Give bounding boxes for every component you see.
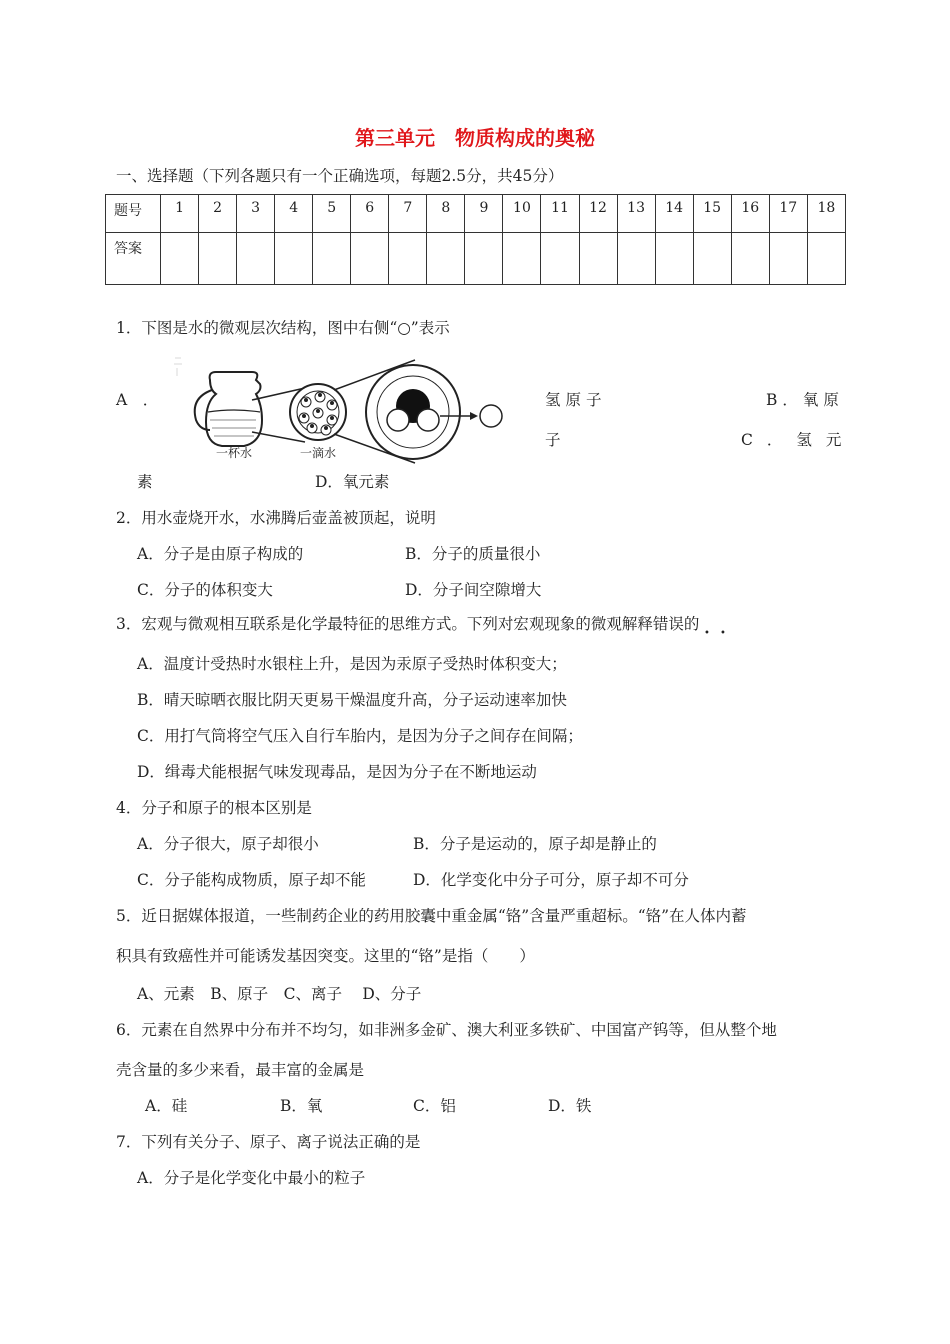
row-label-number: 题号 <box>106 195 161 233</box>
question-6-option-d: D．铁 <box>548 1097 592 1115</box>
question-number-cell: 10 <box>503 195 541 233</box>
question-1-option-c-cont: 素 <box>137 473 153 491</box>
answer-cell[interactable] <box>503 233 541 285</box>
answer-cell[interactable] <box>275 233 313 285</box>
question-5-options: A、元素 B、原子 C、离子 D、分子 <box>137 985 422 1003</box>
answer-cell[interactable] <box>769 233 807 285</box>
question-number-cell: 16 <box>731 195 769 233</box>
question-6-stem-line1: 6．元素在自然界中分布并不均匀，如非洲多金矿、澳大利亚多铁矿、中国富产钨等，但从整个地 <box>116 1021 777 1039</box>
answer-cell[interactable] <box>807 233 845 285</box>
answer-cell[interactable] <box>617 233 655 285</box>
question-1-option-b-cont: 子 <box>545 431 561 449</box>
question-6-option-a: A．硅 <box>145 1097 188 1115</box>
question-6-option-b: B．氧 <box>280 1097 323 1115</box>
water-molecule-icon <box>366 365 460 459</box>
answer-cell[interactable] <box>313 233 351 285</box>
row-label-answer: 答案 <box>106 233 161 285</box>
table-row-numbers <box>106 195 846 233</box>
answer-cell[interactable] <box>161 233 199 285</box>
page-title: 第三单元 物质构成的奥秘 <box>355 126 595 150</box>
answer-cell[interactable] <box>389 233 427 285</box>
question-number-cell: 8 <box>427 195 465 233</box>
question-1-option-c: C．氢元 <box>741 431 856 449</box>
section-heading: 一、选择题（下列各题只有一个正确选项，每题2.5分，共45分） <box>116 167 564 185</box>
emphasis-dot: • <box>720 628 726 639</box>
question-number-cell: 11 <box>541 195 579 233</box>
question-2-stem: 2．用水壶烧开水，水沸腾后壶盖被顶起，说明 <box>116 509 436 527</box>
question-2-option-b: B．分子的质量很小 <box>405 545 541 563</box>
question-4-option-c: C．分子能构成物质，原子却不能 <box>137 871 366 889</box>
question-4-option-d: D．化学变化中分子可分，原子却不可分 <box>413 871 689 889</box>
water-jug-icon <box>195 372 262 446</box>
answer-cell[interactable] <box>541 233 579 285</box>
zoom-line <box>252 432 305 442</box>
answer-cell[interactable] <box>465 233 503 285</box>
question-4-option-b: B．分子是运动的，原子却是静止的 <box>413 835 657 853</box>
scan-artifact <box>174 358 182 376</box>
emphasis-dot: • <box>704 628 710 639</box>
question-number-cell: 12 <box>579 195 617 233</box>
question-2-option-a: A．分子是由原子构成的 <box>137 545 304 563</box>
answer-cell[interactable] <box>351 233 389 285</box>
figure-label-cup: 一杯水 <box>216 446 253 460</box>
answer-cell[interactable] <box>693 233 731 285</box>
question-7-option-a: A．分子是化学变化中最小的粒子 <box>137 1169 366 1187</box>
question-number-cell: 6 <box>351 195 389 233</box>
question-2-option-d: D．分子间空隙增大 <box>405 581 542 599</box>
question-2-option-c: C．分子的体积变大 <box>137 581 273 599</box>
answer-cell[interactable] <box>237 233 275 285</box>
question-3-option-a: A．温度计受热时水银柱上升，是因为汞原子受热时体积变大； <box>137 655 567 673</box>
question-1-option-d: D．氧元素 <box>315 473 390 491</box>
question-1-option-a-prefix: A ． <box>116 391 159 409</box>
answer-table <box>105 194 846 285</box>
question-1-option-b: B．氧原 <box>766 391 844 409</box>
answer-cell[interactable] <box>731 233 769 285</box>
question-number-cell: 13 <box>617 195 655 233</box>
question-number-cell: 9 <box>465 195 503 233</box>
question-3-option-d: D．缉毒犬能根据气味发现毒品，是因为分子在不断地运动 <box>137 763 537 781</box>
answer-cell[interactable] <box>199 233 237 285</box>
answer-cell[interactable] <box>427 233 465 285</box>
question-number-cell: 7 <box>389 195 427 233</box>
water-drop-icon <box>290 384 346 440</box>
question-6-option-c: C．铝 <box>413 1097 456 1115</box>
atom-icon <box>480 405 502 427</box>
question-1-stem: 1．下图是水的微观层次结构，图中右侧“○”表示 <box>116 319 450 337</box>
question-3-stem: 3．宏观与微观相互联系是化学最特征的思维方式。下列对宏观现象的微观解释错误的 <box>116 615 700 633</box>
question-number-cell: 18 <box>807 195 845 233</box>
question-5-stem-line2: 积具有致癌性并可能诱发基因突变。这里的“铬”是指（ ） <box>116 947 535 965</box>
question-5-stem-line1: 5．近日据媒体报道，一些制药企业的药用胶囊中重金属“铬”含量严重超标。“铬”在人体内蓄 <box>116 907 747 925</box>
answer-cell[interactable] <box>655 233 693 285</box>
question-number-cell: 2 <box>199 195 237 233</box>
question-7-stem: 7．下列有关分子、原子、离子说法正确的是 <box>116 1133 421 1151</box>
question-number-cell: 15 <box>693 195 731 233</box>
question-4-option-a: A．分子很大，原子却很小 <box>137 835 319 853</box>
table-row-answers <box>106 233 846 285</box>
question-number-cell: 1 <box>161 195 199 233</box>
arrow-head <box>470 412 478 420</box>
water-structure-figure <box>170 350 520 465</box>
question-number-cell: 5 <box>313 195 351 233</box>
figure-label-drop: 一滴水 <box>300 446 337 460</box>
question-1-option-a-text: 氢原子 <box>545 391 607 409</box>
answer-cell[interactable] <box>579 233 617 285</box>
question-number-cell: 14 <box>655 195 693 233</box>
question-4-stem: 4．分子和原子的根本区别是 <box>116 799 312 817</box>
question-number-cell: 4 <box>275 195 313 233</box>
question-6-stem-line2: 壳含量的多少来看，最丰富的金属是 <box>116 1061 365 1079</box>
question-number-cell: 3 <box>237 195 275 233</box>
question-number-cell: 17 <box>769 195 807 233</box>
question-3-option-b: B．晴天晾晒衣服比阴天更易干燥温度升高，分子运动速率加快 <box>137 691 567 709</box>
question-3-option-c: C．用打气筒将空气压入自行车胎内，是因为分子之间存在间隔； <box>137 727 583 745</box>
